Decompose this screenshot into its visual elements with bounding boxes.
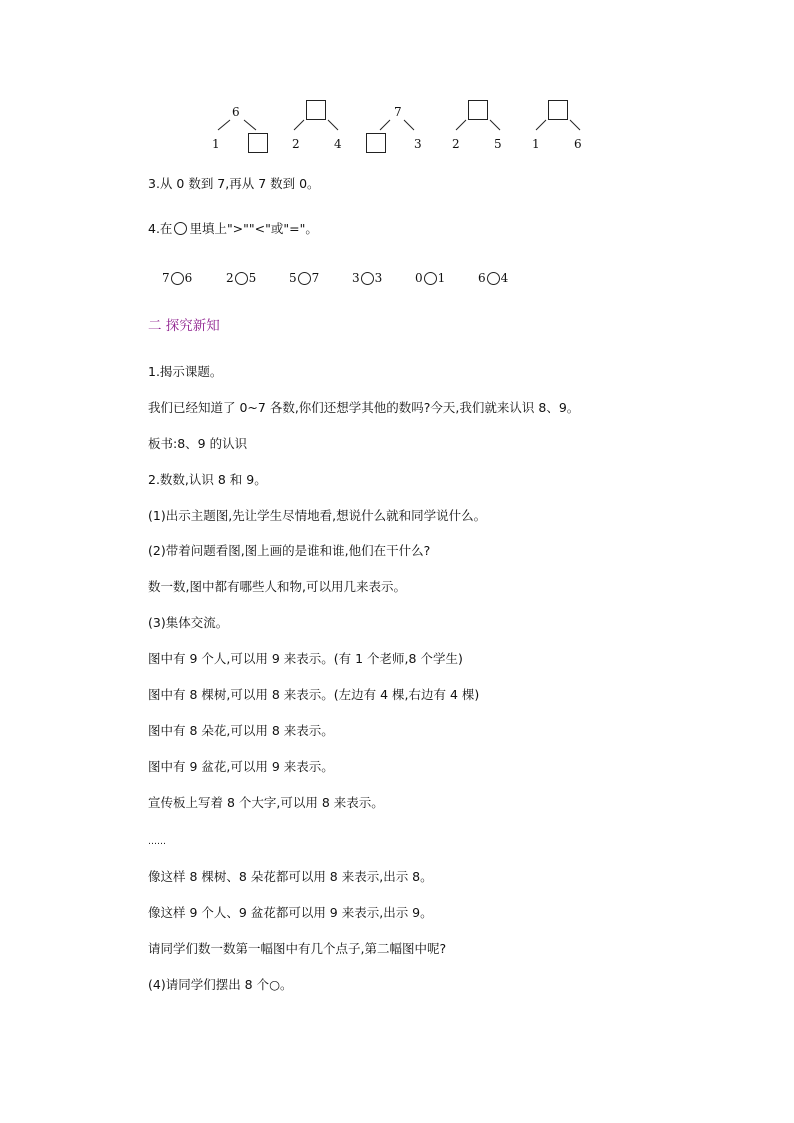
text-line: 图中有 8 棵树,可以用 8 来表示。(左边有 4 棵,右边有 4 棵) xyxy=(148,687,480,702)
compare-left: 2 xyxy=(226,271,234,285)
text-line: 宣传板上写着 8 个大字,可以用 8 来表示。 xyxy=(148,795,384,810)
compare-item xyxy=(226,268,256,288)
text-line: (2)带着问题看图,图上画的是谁和谁,他们在干什么? xyxy=(148,543,431,558)
compare-item xyxy=(478,268,508,288)
compare-item xyxy=(352,268,382,288)
answer-box[interactable] xyxy=(366,133,386,153)
tree-left-value: 1 xyxy=(532,137,540,151)
text-line: 图中有 9 个人,可以用 9 来表示。(有 1 个老师,8 个学生) xyxy=(148,651,463,666)
compare-right: 4 xyxy=(500,271,509,285)
question-4-suffix: 里填上">""<"或"="。 xyxy=(189,221,318,236)
compare-right: 3 xyxy=(374,271,383,285)
circle-icon xyxy=(174,222,187,235)
question-3: 3.从 0 数到 7,再从 7 数到 0。 xyxy=(148,176,320,191)
text-line: 图中有 8 朵花,可以用 8 来表示。 xyxy=(148,723,334,738)
compare-circle-input[interactable] xyxy=(361,272,374,285)
compare-item xyxy=(415,268,445,288)
compare-left: 0 xyxy=(415,271,423,285)
tree-top-value: 7 xyxy=(394,105,402,119)
compare-circle-input[interactable] xyxy=(487,272,500,285)
compare-left: 6 xyxy=(478,271,486,285)
compare-circle-input[interactable] xyxy=(235,272,248,285)
question-4-prefix: 4.在 xyxy=(148,221,173,236)
question-4 xyxy=(148,221,318,237)
tree-branches xyxy=(532,100,592,156)
compare-right: 1 xyxy=(437,271,446,285)
text-line: 像这样 8 棵树、8 朵花都可以用 8 来表示,出示 8。 xyxy=(148,869,433,884)
tree-left-value: 1 xyxy=(212,137,220,151)
tree-right-value: 6 xyxy=(574,137,582,151)
text-line: 图中有 9 盆花,可以用 9 来表示。 xyxy=(148,759,334,774)
text-line: 2.数数,认识 8 和 9。 xyxy=(148,472,267,487)
text-line: 像这样 9 个人、9 盆花都可以用 9 来表示,出示 9。 xyxy=(148,905,433,920)
text-line: (3)集体交流。 xyxy=(148,615,229,630)
text-line: 数一数,图中都有哪些人和物,可以用几来表示。 xyxy=(148,579,406,594)
compare-circle-input[interactable] xyxy=(171,272,184,285)
compare-left: 5 xyxy=(289,271,297,285)
compare-right: 6 xyxy=(184,271,193,285)
text-line: 我们已经知道了 0~7 各数,你们还想学其他的数吗?今天,我们就来认识 8、9。 xyxy=(148,400,580,415)
tree-right-value: 4 xyxy=(334,137,342,151)
compare-item xyxy=(289,268,319,288)
compare-circle-input[interactable] xyxy=(424,272,437,285)
tree-right-value: 5 xyxy=(494,137,502,151)
answer-box[interactable] xyxy=(248,133,268,153)
compare-left: 3 xyxy=(352,271,360,285)
text-line: 请同学们数一数第一幅图中有几个点子,第二幅图中呢? xyxy=(148,941,447,956)
compare-circle-input[interactable] xyxy=(298,272,311,285)
tree-top-value: 6 xyxy=(232,105,240,119)
number-tree-1 xyxy=(212,100,272,156)
number-tree-5 xyxy=(532,100,592,156)
ellipsis-line: …… xyxy=(148,837,166,847)
tree-left-value: 2 xyxy=(452,137,460,151)
text-line: 板书:8、9 的认识 xyxy=(148,436,248,451)
text-line: 1.揭示课题。 xyxy=(148,364,223,379)
tree-branches xyxy=(452,100,512,156)
number-tree-2 xyxy=(290,100,350,156)
section-heading: 二 探究新知 xyxy=(148,318,220,334)
text-line: (1)出示主题图,先让学生尽情地看,想说什么就和同学说什么。 xyxy=(148,508,487,523)
compare-right: 7 xyxy=(311,271,320,285)
compare-item xyxy=(162,268,192,288)
tree-left-value: 2 xyxy=(292,137,300,151)
number-tree-4 xyxy=(452,100,512,156)
compare-left: 7 xyxy=(162,271,170,285)
text-line: (4)请同学们摆出 8 个○。 xyxy=(148,977,293,992)
number-tree-3 xyxy=(364,100,424,156)
tree-right-value: 3 xyxy=(414,137,422,151)
compare-right: 5 xyxy=(248,271,257,285)
